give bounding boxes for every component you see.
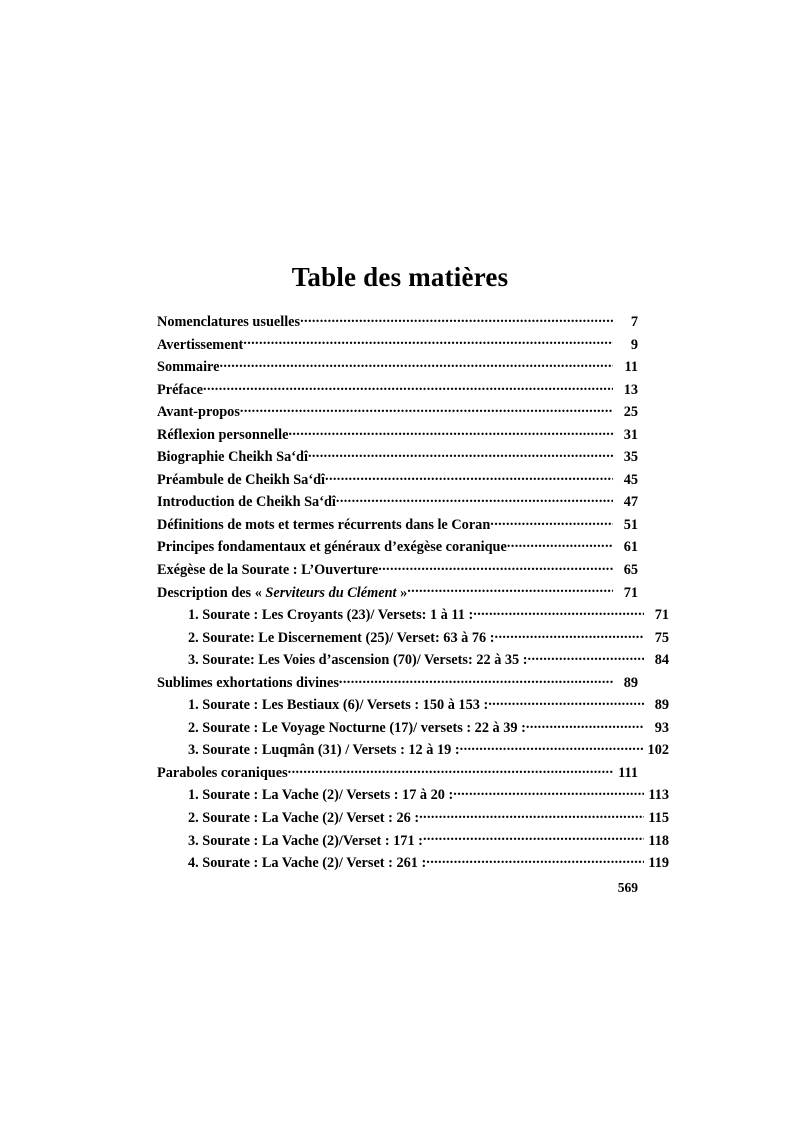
toc-entry-label: 3. Sourate : Luqmân (31) / Versets : 12 à 19 : <box>188 742 460 759</box>
toc-dot-leader <box>473 605 644 619</box>
toc-entry-page-number: 71 <box>654 607 669 624</box>
toc-entry[interactable] <box>157 311 638 334</box>
toc-entry[interactable] <box>157 604 669 627</box>
toc-entry-page-number: 45 <box>623 471 638 488</box>
toc-entry-label: 3. Sourate: Les Voies d’ascension (70)/ Versets: 22 à 35 : <box>188 652 528 669</box>
toc-entry[interactable] <box>157 446 638 469</box>
toc-dot-leader <box>488 695 644 709</box>
table-of-contents-list <box>157 311 669 875</box>
toc-dot-leader <box>507 537 613 551</box>
toc-dot-leader <box>407 582 613 596</box>
toc-entry-page-number: 118 <box>648 832 669 849</box>
toc-dot-leader <box>490 515 613 529</box>
toc-entry-label: Introduction de Cheikh Saʻdî <box>157 494 336 511</box>
toc-entry-label: Avant-propos <box>157 404 240 421</box>
toc-entry-label <box>157 582 407 605</box>
toc-entry-label: Paraboles coraniques <box>157 764 288 781</box>
toc-entry-label: Réflexion personnelle <box>157 426 289 443</box>
toc-entry[interactable] <box>157 717 669 740</box>
toc-entry-page-number: 89 <box>623 674 638 691</box>
toc-entry-page-number: 102 <box>647 742 669 759</box>
toc-entry-label: Principes fondamentaux et généraux d’exégèse coranique <box>157 539 507 556</box>
toc-entry[interactable] <box>157 807 669 830</box>
toc-entry[interactable] <box>157 830 669 853</box>
toc-entry-page-number: 47 <box>623 494 638 511</box>
toc-entry-page-number: 9 <box>630 336 638 353</box>
toc-dot-leader <box>423 830 644 844</box>
toc-entry-label-prefix: Description des « <box>157 584 266 601</box>
toc-entry-label-suffix: » <box>396 584 408 601</box>
toc-entry[interactable] <box>157 334 638 357</box>
toc-entry[interactable] <box>157 356 638 379</box>
toc-entry-page-number: 111 <box>618 764 638 781</box>
toc-entry-page-number: 25 <box>623 404 638 421</box>
toc-dot-leader <box>460 740 644 754</box>
toc-entry-label: Exégèse de la Sourate : L’Ouverture <box>157 562 379 579</box>
toc-dot-leader <box>419 808 644 822</box>
toc-entry-page-number: 13 <box>623 381 638 398</box>
toc-entry-label: Nomenclatures usuelles <box>157 314 301 330</box>
toc-entry-label: 2. Sourate : Le Voyage Nocturne (17)/ versets : 22 à 39 : <box>188 719 526 736</box>
toc-dot-leader <box>426 853 644 867</box>
page-folio-number: 569 <box>617 880 638 895</box>
toc-entry-label: 1. Sourate : La Vache (2)/ Versets : 17 à 20 : <box>188 787 454 804</box>
toc-entry-page-number: 51 <box>623 516 638 533</box>
toc-entry[interactable] <box>157 536 638 559</box>
toc-entry-label: Biographie Cheikh Saʻdî <box>157 449 308 466</box>
toc-dot-leader <box>288 424 613 438</box>
toc-dot-leader <box>308 447 613 461</box>
toc-entry-page-number: 71 <box>623 584 638 601</box>
toc-entry-page-number: 115 <box>648 810 669 827</box>
toc-dot-leader <box>203 379 613 393</box>
toc-entry[interactable] <box>157 784 669 807</box>
toc-entry-page-number: 93 <box>654 719 669 736</box>
toc-entry-page-number: 65 <box>623 562 638 579</box>
toc-entry[interactable] <box>157 379 638 402</box>
toc-entry-page-number: 89 <box>654 697 669 714</box>
toc-dot-leader <box>240 402 613 416</box>
toc-entry-page-number: 61 <box>623 539 638 556</box>
toc-entry[interactable] <box>157 582 638 605</box>
toc-dot-leader <box>378 560 613 574</box>
toc-entry-page-number: 7 <box>630 314 638 330</box>
toc-dot-leader <box>325 470 613 484</box>
toc-entry[interactable] <box>157 852 669 875</box>
toc-entry[interactable] <box>157 762 638 785</box>
toc-entry[interactable] <box>157 672 638 695</box>
toc-entry[interactable] <box>157 469 638 492</box>
toc-entry-page-number: 31 <box>623 426 638 443</box>
toc-entry-page-number: 113 <box>648 787 669 804</box>
toc-dot-leader <box>243 334 613 348</box>
toc-dot-leader <box>339 672 613 686</box>
toc-entry[interactable] <box>157 739 669 762</box>
toc-entry-label: Sublimes exhortations divines <box>157 674 339 691</box>
toc-dot-leader <box>453 785 644 799</box>
toc-dot-leader <box>219 357 613 371</box>
toc-dot-leader <box>336 492 613 506</box>
toc-entry-page-number: 11 <box>624 359 638 376</box>
toc-dot-leader <box>526 718 644 732</box>
page-title: Table des matières <box>291 262 509 293</box>
toc-entry-page-number: 35 <box>623 449 638 466</box>
toc-entry[interactable] <box>157 401 638 424</box>
toc-entry-label: 1. Sourate : Les Croyants (23)/ Versets: 1 à 11 : <box>188 607 474 624</box>
toc-entry[interactable] <box>157 649 669 672</box>
toc-dot-leader <box>300 312 613 326</box>
toc-entry-label: 2. Sourate : La Vache (2)/ Verset : 26 : <box>188 810 420 827</box>
toc-entry[interactable] <box>157 424 638 447</box>
toc-entry[interactable] <box>157 491 638 514</box>
toc-entry-label-emphasis: Serviteurs du Clément <box>265 584 397 601</box>
toc-entry-label: Préface <box>157 381 204 398</box>
toc-entry-label: Avertissement <box>157 336 244 353</box>
toc-entry-label: Sommaire <box>157 359 220 376</box>
toc-entry-page-number: 119 <box>648 855 669 872</box>
toc-entry-label: Préambule de Cheikh Saʻdî <box>157 471 326 488</box>
toc-entry-label: 1. Sourate : Les Bestiaux (6)/ Versets : 150 à 153 : <box>188 697 489 714</box>
toc-entry[interactable] <box>157 694 669 717</box>
toc-entry-page-number: 84 <box>654 652 669 669</box>
toc-entry-label: 3. Sourate : La Vache (2)/Verset : 171 : <box>188 832 423 849</box>
toc-dot-leader <box>495 627 644 641</box>
toc-dot-leader <box>528 650 644 664</box>
toc-dot-leader <box>288 763 613 777</box>
toc-entry-label: 4. Sourate : La Vache (2)/ Verset : 261 : <box>188 855 427 872</box>
toc-entry-page-number: 75 <box>654 629 669 646</box>
toc-entry-label: Définitions de mots et termes récurrents dans le Coran <box>157 516 491 533</box>
toc-entry[interactable] <box>157 514 638 537</box>
toc-entry[interactable] <box>157 627 669 650</box>
toc-entry-label: 2. Sourate: Le Discernement (25)/ Verset: 63 à 76 : <box>188 629 495 646</box>
toc-entry[interactable] <box>157 559 638 582</box>
